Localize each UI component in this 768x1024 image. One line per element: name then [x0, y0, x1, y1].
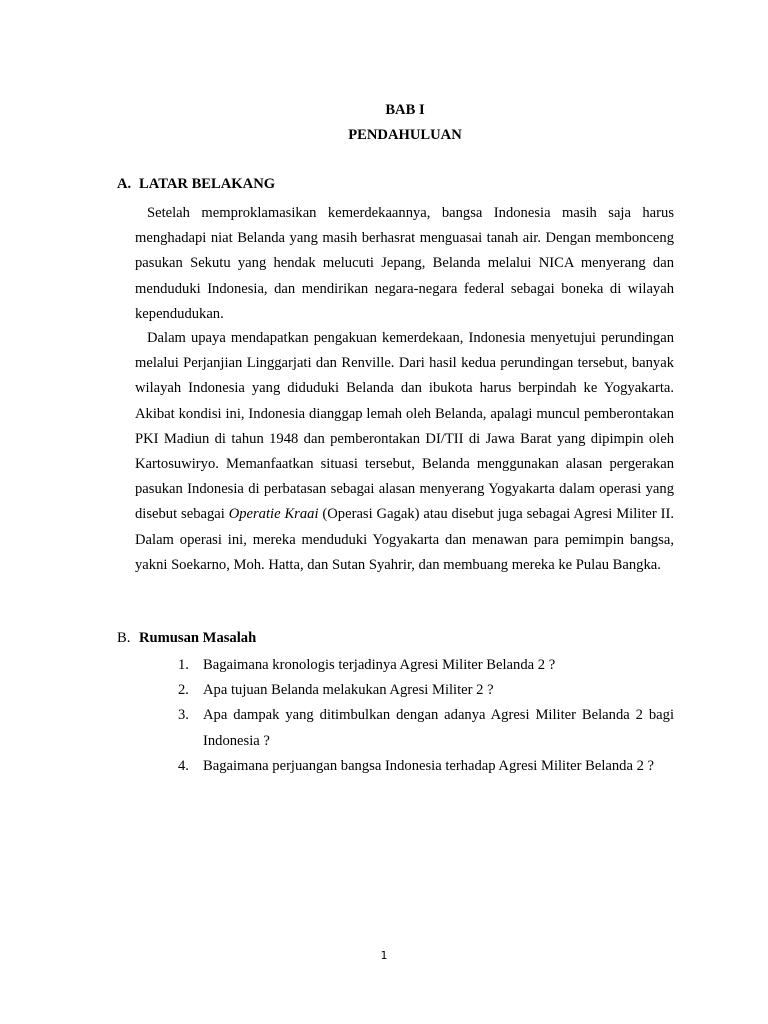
- background-paragraph-2: [135, 326, 674, 578]
- paragraph-2-text-a: Dalam upaya mendapatkan pengakuan kemerdekaan, Indonesia menyetujui perundingan melalui Perjanjian Linggarjati dan Renville. Dari hasil kedua perundingan tersebut, banyak wilayah Indonesia yang diduduki Belanda dan ibukota harus berpindah ke Yogyakarta. Akibat kondisi ini, Indonesia dianggap lemah oleh Belanda, apalagi muncul pemberontakan PKI Madiun di tahun 1948 dan pemberontakan DI/TII di Jawa Barat yang dipimpin oleh Kartosuwiryo. Memanfaatkan situasi tersebut, Belanda menggunakan alasan pergerakan pasukan Indonesia di perbatasan sebagai alasan menyerang Yogyakarta dalam operasi yang disebut sebagai: [135, 330, 674, 523]
- page-number: 1: [380, 949, 388, 962]
- list-item-number: 1.: [178, 657, 189, 673]
- list-item-text: Bagaimana kronologis terjadinya Agresi Militer Belanda 2 ?: [203, 657, 556, 673]
- chapter-title: PENDAHULUAN: [348, 127, 462, 143]
- section-a-heading: [117, 176, 275, 193]
- list-item-number: 3.: [178, 707, 189, 724]
- list-item-number: 2.: [178, 682, 189, 699]
- section-b-title: Rumusan Masalah: [139, 630, 257, 646]
- list-item-number: 4.: [178, 757, 189, 774]
- list-item-text: Apa dampak yang ditimbulkan dengan adanya Agresi Militer Belanda 2 bagi Indonesia ?: [203, 707, 674, 749]
- paragraph-2-italic-term: Operatie Kraai: [228, 506, 319, 523]
- list-item: [178, 653, 674, 678]
- section-a-letter: A.: [117, 176, 132, 192]
- paragraph-2-text-b: (Operasi Gagak) atau disebut juga sebagai Agresi Militer II. Dalam operasi ini, mereka menduduki Yogyakarta dan menawan para pemimpin bangsa, yakni Soekarno, Moh. Hatta, dan Sutan Syahrir, dan membuang mereka ke Pulau Bangka.: [135, 506, 674, 573]
- list-item-text: Apa tujuan Belanda melakukan Agresi Militer 2 ?: [203, 682, 494, 699]
- list-item: [178, 678, 674, 703]
- section-b-heading: [117, 630, 256, 647]
- problem-formulation-list: [178, 653, 674, 779]
- list-item-text: Bagaimana perjuangan bangsa Indonesia terhadap Agresi Militer Belanda 2 ?: [203, 757, 655, 774]
- section-a-title: LATAR BELAKANG: [139, 176, 276, 192]
- list-item: [178, 754, 674, 779]
- section-b-letter: B.: [117, 630, 131, 646]
- chapter-label: BAB I: [385, 102, 425, 118]
- list-item: [178, 703, 674, 753]
- background-paragraph-1: Setelah memproklamasikan kemerdekaannya, bangsa Indonesia masih saja harus menghadapi niat Belanda yang masih berhasrat menguasai tanah air. Dengan membonceng pasukan Sekutu yang hendak melucuti Jepang, Belanda melalui NICA menyerang dan menduduki Indonesia, dan mendirikan negara-negara federal sebagai boneka di wilayah kependudukan.: [135, 205, 674, 322]
